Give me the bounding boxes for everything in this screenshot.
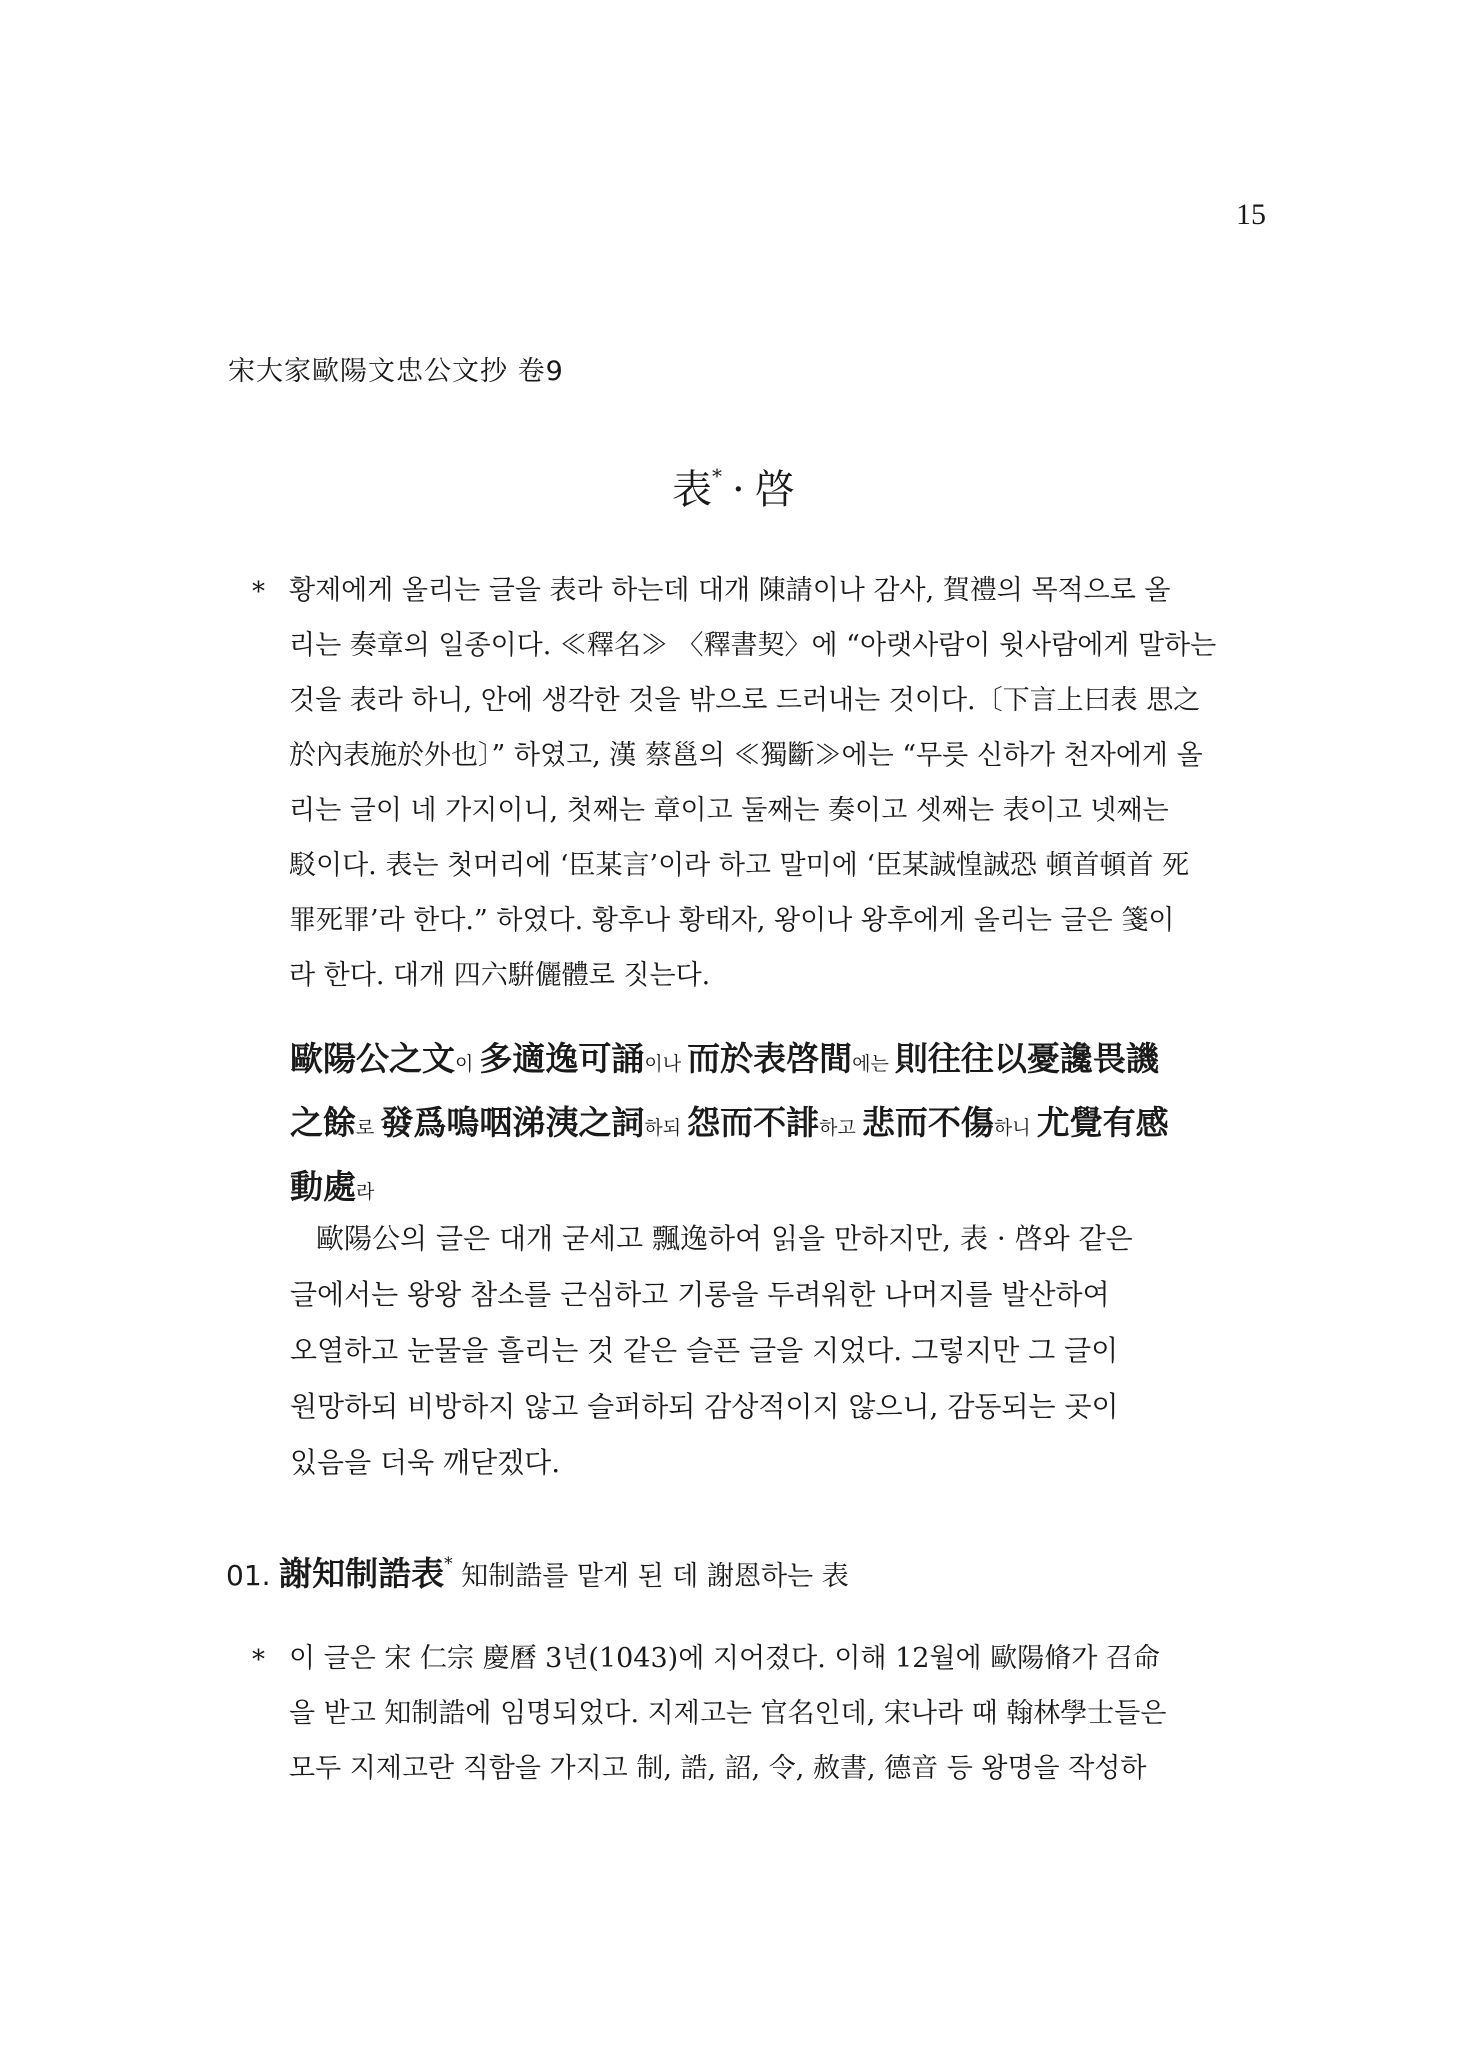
original-gloss: 이나 (644, 1053, 688, 1075)
footnote-marker: * (712, 463, 722, 488)
translation-line: 있음을 더욱 깨닫겠다. (290, 1446, 561, 1479)
original-hanzi: 則往往以憂讒畏譏 (894, 1039, 1159, 1078)
note1-line: 리는 奏章의 일종이다. ≪釋名≫ 〈釋書契〉에 “아랫사람이 윗사람에게 말하는 (289, 630, 1217, 661)
original-hanzi: 動處 (290, 1167, 356, 1206)
original-line (290, 1167, 375, 1206)
section-title-second: 啓 (754, 467, 795, 513)
translation-line: 歐陽公의 글은 대개 굳세고 飄逸하여 읽을 만하지만, 表 · 啓와 같은 (316, 1222, 1133, 1255)
original-hanzi: 之餘 (290, 1103, 356, 1142)
translation-line: 원망하되 비방하지 않고 슬퍼하되 감상적이지 않으니, 감동되는 곳이 (290, 1390, 1119, 1423)
note1-line: 라 한다. 대개 四六騈儷體로 짓는다. (289, 960, 711, 991)
original-gloss: 하되 (644, 1117, 688, 1139)
note1-line: 황제에게 올리는 글을 表라 하는데 대개 陳請이나 감사, 賀禮의 목적으로 올 (289, 575, 1171, 606)
note1-line: 것을 表라 하니, 안에 생각한 것을 밖으로 드러내는 것이다.〔下言上曰表 思之 (289, 685, 1201, 716)
heading-title: 謝知制誥表 (279, 1554, 445, 1593)
page-number: 15 (1236, 198, 1266, 231)
running-head: 宋大家歐陽文忠公文抄 卷9 (228, 356, 564, 387)
note1-line: 駁이다. 表는 첫머리에 ‘臣某言’이라 하고 말미에 ‘臣某誠惶誠恐 頓首頓首 死 (289, 850, 1190, 881)
original-hanzi: 多適逸可誦 (479, 1039, 645, 1078)
section-title-dot: · (732, 467, 745, 513)
original-hanzi: 怨而不誹 (687, 1103, 820, 1142)
note2-line: 이 글은 宋 仁宗 慶曆 3년(1043)에 지어졌다. 이해 12월에 歐陽脩가 召命 (289, 1643, 1160, 1674)
note2-line: 을 받고 知制誥에 임명되었다. 지제고는 官名인데, 宋나라 때 翰林學士들은 (289, 1698, 1167, 1729)
original-line (290, 1039, 1159, 1078)
translation-line: 오열하고 눈물을 흘리는 것 같은 슬픈 글을 지었다. 그렇지만 그 글이 (290, 1334, 1119, 1367)
original-gloss: 로 (356, 1117, 381, 1139)
original-hanzi: 發爲嗚咽涕洟之詞 (380, 1103, 645, 1142)
original-gloss: 하고 (819, 1117, 862, 1139)
heading-01 (226, 1548, 849, 1595)
original-gloss: 라 (356, 1181, 375, 1203)
original-hanzi: 悲而不傷 (861, 1103, 994, 1142)
translation-line: 글에서는 왕왕 참소를 근심하고 기롱을 두려워한 나머지를 발산하여 (290, 1278, 1110, 1311)
original-gloss: 에는 (852, 1053, 895, 1075)
note2-line: 모두 지제고란 직함을 가지고 制, 誥, 詔, 令, 赦書, 德音 등 왕명을 작성하 (289, 1753, 1147, 1784)
section-title (672, 458, 795, 515)
original-gloss: 하니 (993, 1117, 1037, 1139)
section-title-main: 表 (672, 467, 712, 513)
footnote-marker: * (444, 1554, 453, 1574)
heading-subtitle: 知制誥를 맡게 된 데 謝恩하는 表 (461, 1561, 849, 1592)
heading-number: 01. (226, 1559, 271, 1592)
original-hanzi: 歐陽公之文 (290, 1039, 455, 1078)
original-line (290, 1103, 1169, 1142)
note1-line: 於內表施於外也〕” 하였고, 漢 蔡邕의 ≪獨斷≫에는 “무릇 신하가 천자에게 올 (289, 740, 1203, 771)
original-hanzi: 尤覺有感 (1036, 1103, 1169, 1142)
note1-line: 罪死罪’라 한다.” 하였다. 황후나 황태자, 왕이나 왕후에게 올리는 글은 箋이 (289, 905, 1175, 936)
note1-marker: * (252, 577, 265, 607)
note2-marker: * (252, 1645, 265, 1675)
original-hanzi: 而於表啓間 (687, 1039, 853, 1078)
note1-line: 리는 글이 네 가지이니, 첫째는 章이고 둘째는 奏이고 셋째는 表이고 넷째는 (289, 795, 1169, 826)
original-gloss: 이 (455, 1053, 480, 1075)
